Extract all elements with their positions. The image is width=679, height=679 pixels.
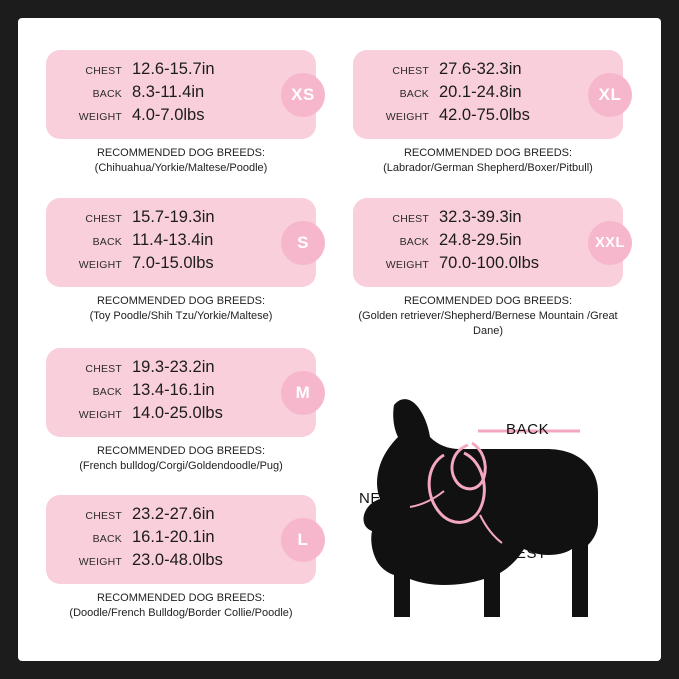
back-label: BACK [399, 236, 429, 248]
chest-label: CHEST [85, 510, 122, 522]
breeds-title: RECOMMENDED DOG BREEDS: [96, 147, 266, 159]
chest-label: CHEST [85, 65, 122, 77]
breeds-list: (Doodle/French Bulldog/Border Collie/Poodle) [69, 606, 293, 619]
size-card-s [46, 198, 316, 324]
chest-row [46, 505, 316, 528]
measurement-diagram [348, 373, 648, 633]
chest-label: CHEST [85, 363, 122, 375]
breeds-list: (French bulldog/Corgi/Goldendoodle/Pug) [79, 459, 283, 472]
diagram-chest-label: CHEST [493, 545, 547, 562]
breeds-list: (Chihuahua/Yorkie/Maltese/Poodle) [94, 161, 268, 174]
weight-label: WEIGHT [385, 259, 429, 271]
chest-value: 12.6-15.7in [132, 60, 215, 78]
chest-label: CHEST [392, 65, 429, 77]
size-card-xxl [353, 198, 623, 339]
back-value: 13.4-16.1in [132, 381, 215, 399]
back-label: BACK [92, 533, 122, 545]
size-badge-xxl: XXL [588, 221, 632, 265]
size-panel-xxl [353, 198, 623, 287]
chest-value: 32.3-39.3in [439, 208, 522, 226]
back-label: BACK [399, 88, 429, 100]
breeds-list: (Toy Poodle/Shih Tzu/Yorkie/Maltese) [89, 309, 273, 322]
chest-row [353, 208, 623, 231]
weight-value: 70.0-100.0lbs [439, 254, 539, 272]
size-badge-s: S [281, 221, 325, 265]
size-card-grid [18, 18, 661, 661]
size-panel-xs [46, 50, 316, 139]
chest-row [353, 60, 623, 83]
weight-value: 7.0-15.0lbs [132, 254, 214, 272]
weight-value: 14.0-25.0lbs [132, 404, 223, 422]
back-value: 24.8-29.5in [439, 231, 522, 249]
weight-row [46, 404, 316, 427]
breeds-block-l [46, 591, 316, 621]
chest-value: 15.7-19.3in [132, 208, 215, 226]
breeds-title: RECOMMENDED DOG BREEDS: [403, 295, 573, 307]
size-panel-s [46, 198, 316, 287]
breeds-title: RECOMMENDED DOG BREEDS: [96, 445, 266, 457]
back-label: BACK [92, 88, 122, 100]
size-badge-xl: XL [588, 73, 632, 117]
back-row [46, 83, 316, 106]
size-badge-xs: XS [281, 73, 325, 117]
breeds-block-m [46, 444, 316, 474]
chest-value: 23.2-27.6in [132, 505, 215, 523]
chest-row [46, 60, 316, 83]
back-label: BACK [92, 386, 122, 398]
breeds-list: (Golden retriever/Shepherd/Bernese Mountain /Great Dane) [358, 309, 618, 337]
weight-value: 42.0-75.0lbs [439, 106, 530, 124]
weight-value: 4.0-7.0lbs [132, 106, 205, 124]
weight-row [46, 106, 316, 129]
weight-label: WEIGHT [78, 409, 122, 421]
back-row [46, 528, 316, 551]
back-row [353, 83, 623, 106]
size-badge-l: L [281, 518, 325, 562]
back-value: 16.1-20.1in [132, 528, 215, 546]
back-row [46, 231, 316, 254]
back-value: 20.1-24.8in [439, 83, 522, 101]
back-row [46, 381, 316, 404]
size-panel-m [46, 348, 316, 437]
breeds-title: RECOMMENDED DOG BREEDS: [96, 295, 266, 307]
back-row [353, 231, 623, 254]
weight-row [46, 551, 316, 574]
breeds-block-xs [46, 146, 316, 176]
chest-value: 27.6-32.3in [439, 60, 522, 78]
size-card-l [46, 495, 316, 621]
back-label: BACK [92, 236, 122, 248]
breeds-block-xxl [353, 294, 623, 339]
size-panel-l [46, 495, 316, 584]
weight-row [46, 254, 316, 277]
size-card-xl [353, 50, 623, 176]
breeds-block-s [46, 294, 316, 324]
size-panel-xl [353, 50, 623, 139]
chest-value: 19.3-23.2in [132, 358, 215, 376]
back-value: 11.4-13.4in [132, 231, 214, 249]
diagram-back-label: BACK [506, 421, 550, 438]
breeds-list: (Labrador/German Shepherd/Boxer/Pitbull) [383, 161, 593, 174]
chest-label: CHEST [392, 213, 429, 225]
chest-row [46, 208, 316, 231]
size-badge-m: M [281, 371, 325, 415]
weight-row [353, 106, 623, 129]
breeds-block-xl [353, 146, 623, 176]
weight-value: 23.0-48.0lbs [132, 551, 223, 569]
back-value: 8.3-11.4in [132, 83, 205, 101]
diagram-neck-label: NECK [359, 490, 404, 507]
size-chart-page [18, 18, 661, 661]
chest-row [46, 358, 316, 381]
weight-label: WEIGHT [78, 111, 122, 123]
chest-label: CHEST [85, 213, 122, 225]
weight-row [353, 254, 623, 277]
breeds-title: RECOMMENDED DOG BREEDS: [96, 592, 266, 604]
size-card-m [46, 348, 316, 474]
weight-label: WEIGHT [78, 259, 122, 271]
weight-label: WEIGHT [385, 111, 429, 123]
size-card-xs [46, 50, 316, 176]
weight-label: WEIGHT [78, 556, 122, 568]
breeds-title: RECOMMENDED DOG BREEDS: [403, 147, 573, 159]
